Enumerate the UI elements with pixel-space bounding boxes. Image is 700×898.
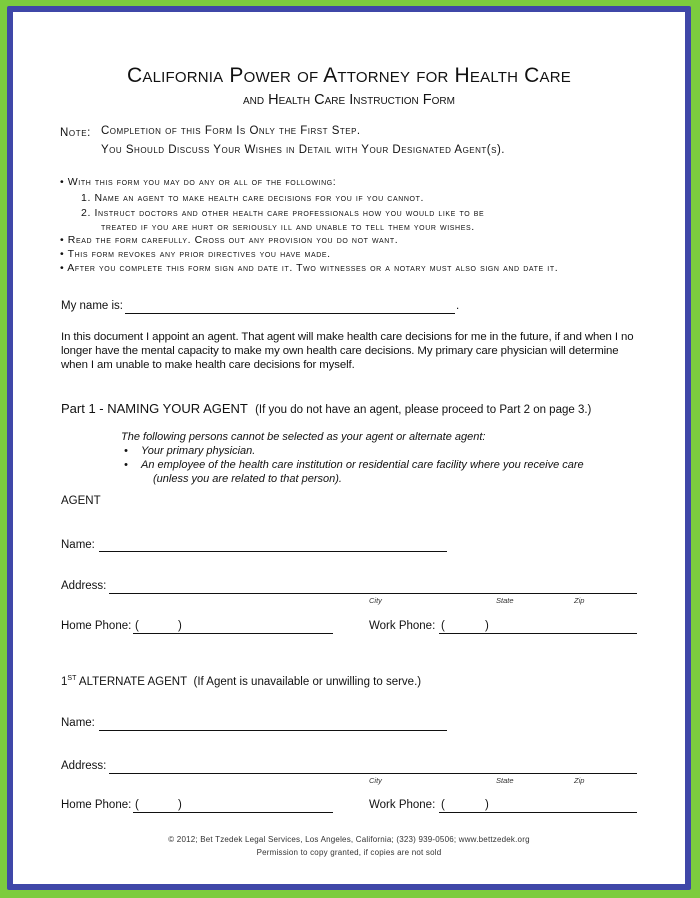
agent-name-label: Name:	[61, 539, 95, 551]
alternate-zip-caption: Zip	[574, 776, 585, 785]
paren-open: (	[441, 620, 445, 632]
note-line-1: Completion of this Form Is Only the First Step.	[101, 125, 361, 137]
my-name-period: .	[456, 300, 460, 312]
note-line-2: You Should Discuss Your Wishes in Detail with Your Designated Agent(s).	[101, 144, 505, 156]
agent-work-phone-field[interactable]	[439, 633, 637, 634]
restriction-intro: The following persons cannot be selected as your agent or alternate agent:	[121, 431, 486, 443]
alternate-home-phone-label: Home Phone:	[61, 799, 132, 811]
bullet-sign: • After you complete this form sign and date it. Two witnesses or a notary must also sign and date it.	[60, 262, 559, 274]
agent-home-phone-label: Home Phone:	[61, 620, 132, 632]
paren-close: )	[485, 799, 489, 811]
bullet-options: • With this form you may do any or all of the following:	[60, 176, 337, 188]
note-label: Note:	[60, 127, 91, 139]
paren-close: )	[178, 799, 182, 811]
intro-paragraph: In this document I appoint an agent. That agent will make health care decisions for me in the future, if and when I no longer have the mental capacity to make my own health care decisions. My primary care physician will determine when I am unable to make health care decisions for myself.	[61, 331, 634, 371]
restriction-2: An employee of the health care institution or residential care facility where you receive care	[141, 459, 584, 471]
agent-address-field[interactable]	[109, 593, 637, 594]
bullet-option-2-cont: treated if you are hurt or seriously ill and unable to tell them your wishes.	[101, 221, 475, 233]
my-name-label: My name is:	[61, 300, 123, 312]
paren-close: )	[178, 620, 182, 632]
my-name-field[interactable]	[125, 313, 455, 314]
restriction-2-cont: (unless you are related to that person).	[153, 473, 342, 485]
agent-city-caption: City	[369, 596, 382, 605]
paren-open: (	[135, 799, 139, 811]
footer-copyright: © 2012; Bet Tzedek Legal Services, Los Angeles, California; (323) 939-0506; www.bettzedek.org	[168, 835, 530, 844]
alternate-home-phone-field[interactable]	[133, 812, 333, 813]
document-title: California Power of Attorney for Health Care	[127, 64, 571, 87]
agent-work-phone-label: Work Phone:	[369, 620, 436, 632]
paren-close: )	[485, 620, 489, 632]
bullet-revokes: • This form revokes any prior directives you have made.	[60, 248, 331, 260]
bullet-dot: •	[124, 445, 128, 457]
agent-zip-caption: Zip	[574, 596, 585, 605]
alternate-city-caption: City	[369, 776, 382, 785]
alternate-heading	[61, 675, 421, 688]
bullet-read: • Read the form carefully. Cross out any provision you do not want.	[60, 234, 399, 246]
alternate-state-caption: State	[496, 776, 514, 785]
alternate-work-phone-field[interactable]	[439, 812, 637, 813]
document-page	[13, 12, 685, 884]
restriction-1: Your primary physician.	[141, 445, 256, 457]
agent-home-phone-field[interactable]	[133, 633, 333, 634]
footer-permission: Permission to copy granted, if copies are not sold	[256, 848, 442, 857]
part1-heading	[61, 401, 591, 416]
alternate-heading-aside: (If Agent is unavailable or unwilling to serve.)	[193, 675, 422, 688]
alternate-work-phone-label: Work Phone:	[369, 799, 436, 811]
alternate-address-label: Address:	[61, 760, 107, 772]
bullet-option-1: 1. Name an agent to make health care decisions for you if you cannot.	[81, 192, 424, 204]
alternate-name-label: Name:	[61, 717, 95, 729]
part1-aside: (If you do not have an agent, please proceed to Part 2 on page 3.)	[255, 404, 592, 416]
agent-address-label: Address:	[61, 580, 107, 592]
alternate-name-field[interactable]	[99, 730, 447, 731]
bullet-dot: •	[124, 459, 128, 471]
alternate-address-field[interactable]	[109, 773, 637, 774]
paren-open: (	[441, 799, 445, 811]
agent-state-caption: State	[496, 596, 514, 605]
part1-title: Part 1 - NAMING YOUR AGENT	[61, 401, 248, 416]
alternate-heading-sup: ST	[67, 675, 77, 682]
agent-heading: AGENT	[61, 495, 101, 507]
alternate-heading-text: ALTERNATE AGENT	[76, 675, 188, 688]
paren-open: (	[135, 620, 139, 632]
alternate-heading-num: 1	[61, 675, 68, 688]
agent-name-field[interactable]	[99, 551, 447, 552]
bullet-option-2: 2. Instruct doctors and other health care professionals how you would like to be	[81, 207, 485, 219]
document-subtitle: and Health Care Instruction Form	[243, 92, 455, 108]
